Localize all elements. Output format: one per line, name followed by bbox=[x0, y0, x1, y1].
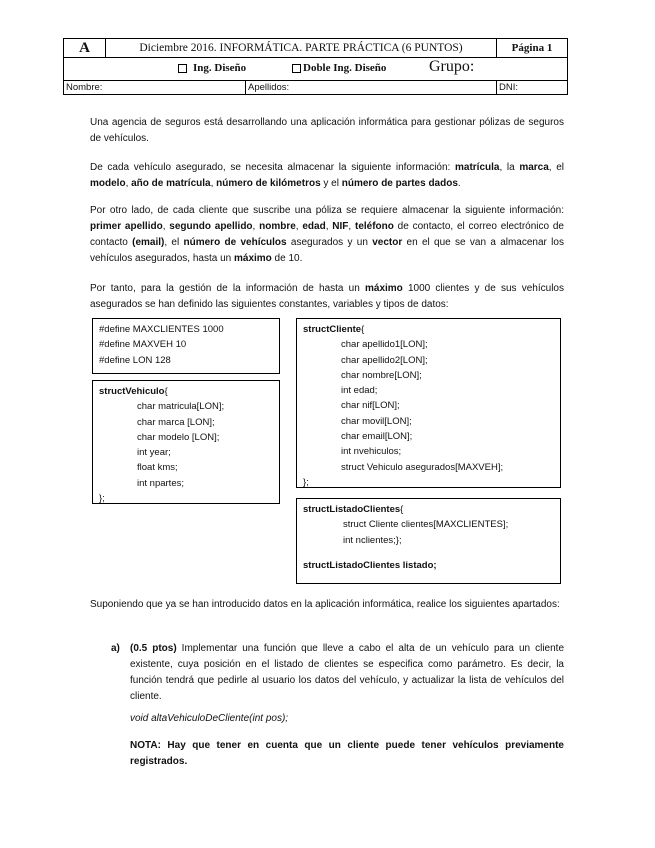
struct-cliente-box bbox=[296, 318, 561, 488]
item-a-text: (0.5 ptos) Implementar una función que lleve a cabo el alta de un vehículo para un cliente existente, cuya posición en el listado de clientes se especifica como parámetro. Es decir, la función tendrá que pedirle al usuario los datos del vehículo, y actualizar la lista de vehículos del cliente. bbox=[130, 643, 565, 702]
name-field[interactable]: Nombre: bbox=[64, 81, 246, 95]
field-asegurados: struct Vehiculo asegurados[MAXVEH]; bbox=[341, 461, 504, 473]
field-nif: char nif[LON]; bbox=[341, 400, 400, 412]
exam-version-letter: A bbox=[64, 39, 106, 58]
field-apellido1: char apellido1[LON]; bbox=[341, 339, 428, 351]
field-marca: char marca [LON]; bbox=[137, 416, 215, 428]
struct-listado-box bbox=[296, 498, 561, 584]
listado-variable: structListadoClientes listado; bbox=[303, 559, 437, 571]
field-kms: float kms; bbox=[137, 462, 178, 474]
group-label: Grupo: bbox=[429, 58, 475, 75]
ing-diseno-checkbox[interactable] bbox=[178, 64, 187, 73]
define-maxclientes: #define MAXCLIENTES 1000 bbox=[99, 324, 224, 335]
dni-field[interactable]: DNI: bbox=[497, 81, 568, 95]
field-edad: int edad; bbox=[341, 385, 378, 397]
field-year: int year; bbox=[137, 447, 171, 459]
item-a-label: a) bbox=[111, 643, 120, 654]
ing-diseno-label: Ing. Diseño bbox=[193, 62, 247, 74]
intro-paragraph-4: Por tanto, para la gestión de la información de hasta un máximo 1000 clientes y de sus vehículos asegurados se han definido las siguientes constantes, variables y tipos de datos: bbox=[90, 283, 564, 310]
surname-field[interactable]: Apellidos: bbox=[246, 81, 497, 95]
field-apellido2: char apellido2[LON]; bbox=[341, 354, 428, 366]
field-clientes: struct Cliente clientes[MAXCLIENTES]; bbox=[343, 519, 509, 531]
struct-vehiculo-header: structVehiculo{ bbox=[99, 386, 168, 397]
doble-ing-diseno-label: Doble Ing. Diseño bbox=[303, 62, 387, 74]
defines-code-box bbox=[92, 318, 280, 374]
struct-listado-header: structListadoClientes{ bbox=[303, 504, 404, 515]
exam-header bbox=[63, 38, 568, 95]
field-nombre: char nombre[LON]; bbox=[341, 369, 422, 381]
field-nvehiculos: int nvehiculos; bbox=[341, 446, 402, 458]
field-matricula: char matricula[LON]; bbox=[137, 401, 225, 413]
struct-vehiculo-box bbox=[92, 380, 280, 504]
doble-ing-diseno-checkbox[interactable] bbox=[292, 64, 301, 73]
field-movil: char movil[LON]; bbox=[341, 415, 412, 427]
degree-options-row bbox=[64, 58, 568, 81]
field-nclientes: int nclientes;}; bbox=[343, 534, 402, 546]
intro-paragraph-1: Una agencia de seguros está desarrollando una aplicación informática para gestionar pólizas de seguros de vehículos. bbox=[90, 117, 564, 144]
struct-cliente-end: }; bbox=[303, 476, 309, 488]
define-lon: #define LON 128 bbox=[99, 354, 171, 366]
define-maxveh: #define MAXVEH 10 bbox=[99, 339, 187, 351]
struct-vehiculo-end: }; bbox=[99, 493, 105, 505]
field-npartes: int npartes; bbox=[137, 477, 184, 489]
struct-cliente-header: structCliente{ bbox=[303, 324, 365, 335]
intro-paragraph-3: Por otro lado, de cada cliente que suscribe una póliza se requiere almacenar la siguiente información: primer apellido, segundo apellido, nombre, edad, NIF, teléfono de contacto, el correo electrónico de contacto (email), el número de vehículos asegurados y un vector en el que se van a almacenar los vehículos asegurados, hasta un máximo de 10. bbox=[90, 205, 564, 264]
item-a-note: NOTA: Hay que tener en cuenta que un cliente puede tener vehículos previamente registrados. bbox=[130, 740, 564, 767]
page-number: Página 1 bbox=[497, 39, 568, 58]
field-email: char email[LON]; bbox=[341, 431, 413, 443]
instructions-paragraph: Suponiendo que ya se han introducido datos en la aplicación informática, realice los siguientes apartados: bbox=[90, 599, 560, 610]
exam-title: Diciembre 2016. INFORMÁTICA. PARTE PRÁCTICA (6 PUNTOS) bbox=[106, 39, 497, 58]
intro-paragraph-2: De cada vehículo asegurado, se necesita almacenar la siguiente información: matrícula, la marca, el modelo, año de matrícula, número de kilómetros y el número de partes dados. bbox=[90, 162, 564, 189]
field-modelo: char modelo [LON]; bbox=[137, 431, 220, 443]
function-prototype: void altaVehiculoDeCliente(int pos); bbox=[130, 713, 289, 724]
